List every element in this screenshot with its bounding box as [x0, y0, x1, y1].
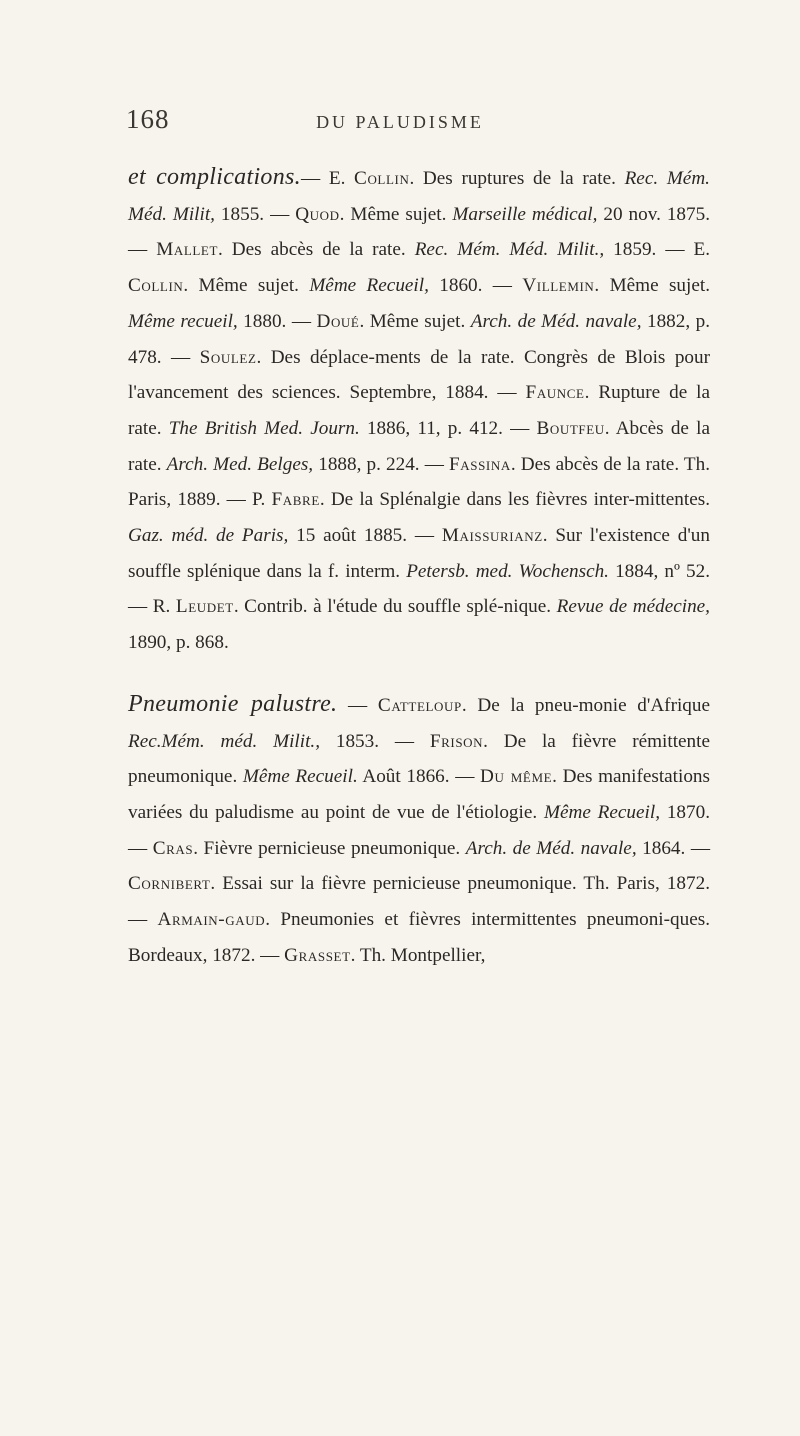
author-name: Mallet [156, 239, 219, 261]
text-run: 20 nov. 1875. — [128, 203, 711, 261]
journal-title: Rec.Mém. méd. Milit., [128, 730, 321, 752]
text-run: . De la fièvre rémittente pneumonique. [128, 730, 710, 788]
text-run: . De la pneu-monie d'Afrique [461, 694, 710, 716]
author-name: Leudet [175, 596, 234, 618]
paragraph-pneumonie-palustre [128, 687, 710, 974]
author-name: Armain-gaud [157, 909, 266, 931]
paragraph-complications [128, 160, 710, 661]
text-run: 1884, nº 52. — R. [128, 560, 710, 618]
section-title-complications: et complications. [128, 164, 301, 190]
text-run: . Même sujet. [594, 275, 710, 297]
journal-title: Rec. Mém. Méd. Milit., [414, 239, 605, 261]
author-name: Collin [354, 168, 410, 189]
author-name: Collin [128, 275, 184, 297]
author-name: Faunce [525, 382, 585, 404]
author-name: Soulez [199, 346, 257, 368]
text-run: 1864. — [636, 837, 711, 859]
journal-title: Même Recueil, [309, 275, 429, 297]
text-run: 1860. — [428, 275, 523, 297]
author-name: Fassina [448, 453, 511, 475]
text-run: — E. [300, 168, 355, 189]
text-run: 1870. — [128, 801, 710, 859]
journal-title: Revue de médecine, [556, 596, 710, 618]
author-name: Frison [429, 730, 484, 752]
text-run: 1882, p. 478. — [128, 310, 711, 368]
journal-title: Marseille médical, [452, 203, 598, 225]
journal-title: Même recueil, [128, 310, 238, 332]
author-name: Fabre [271, 489, 320, 511]
text-run: . Fièvre pernicieuse pneumonique. [193, 837, 466, 859]
text-run: . Th. Montpellier, [350, 944, 486, 966]
journal-title: Même Recueil, [543, 801, 660, 823]
text-run: . Même sujet. [359, 310, 471, 332]
journal-title: Arch. Med. Belges, [166, 453, 314, 475]
journal-title: The British Med. Journ. [168, 417, 360, 439]
text-run: . Abcès de la rate. [128, 417, 710, 475]
author-name: Doué [316, 310, 360, 332]
page-number: 168 [126, 104, 170, 134]
text-run: . Pneumonies et fièvres intermittentes pneumoni-ques. Bordeaux, 1872. — [128, 909, 710, 966]
running-title: DU PALUDISME [316, 112, 484, 132]
author-name: Du même [480, 766, 553, 788]
journal-title: Même Recueil. [242, 766, 358, 788]
text-run: . Sur l'existence d'un souffle splénique dans la f. interm. [128, 525, 710, 582]
text-run: . Des manifestations variées du paludisme au point de vue de l'étiologie. [128, 766, 710, 823]
journal-title: Rec. Mém. Méd. Milit, [128, 168, 710, 225]
text-run: Août 1866. — [357, 766, 481, 788]
text-run: . Essai sur la fièvre pernicieuse pneumonique. Th. Paris, 1872. — [128, 873, 710, 931]
text-run: . Même sujet. [339, 203, 453, 225]
text-run: 1853. — [320, 730, 430, 752]
author-name: Maissurianz [441, 525, 543, 547]
text-run: 1888, p. 224. — [313, 453, 449, 475]
author-name: Cornibert [128, 873, 211, 895]
page-body [128, 160, 710, 973]
text-run: 1890, p. 868. [128, 632, 229, 654]
text-run: 1880. — [237, 310, 317, 332]
text-run: 15 août 1885. — [288, 525, 442, 547]
author-name: Boutfeu [536, 417, 605, 439]
journal-title: Gaz. méd. de Paris, [128, 525, 289, 547]
text-run: 1886, 11, p. 412. — [359, 417, 537, 439]
author-name: Grasset [284, 944, 351, 966]
author-name: Quod [295, 203, 340, 225]
author-name: Villemin [522, 275, 595, 297]
section-title-pneumonie: Pneumonie palustre. [128, 690, 338, 717]
author-name: Cras [152, 837, 194, 859]
text-run: . Des abcès de la rate. Th. Paris, 1889. — P. [128, 453, 710, 511]
text-run: . Rupture de la rate. [128, 382, 710, 439]
journal-title: Arch. de Méd. navale, [465, 837, 637, 859]
text-run: 1855. — [214, 203, 296, 225]
journal-title: Arch. de Méd. navale, [470, 310, 642, 332]
text-run: . Même sujet. [183, 275, 310, 297]
author-name: Catteloup [377, 694, 462, 716]
text-run: . Des ruptures de la rate. [409, 168, 625, 189]
journal-title: Petersb. med. Wochensch. [406, 560, 609, 582]
text-run: . Des abcès de la rate. [218, 239, 415, 261]
text-run: — [337, 694, 378, 716]
text-run: 1859. — E. [604, 239, 711, 261]
text-run: . Des déplace-ments de la rate. Congrès de Blois pour l'avancement des sciences. Septembre, 1884. — [128, 346, 710, 404]
text-run: . De la Splénalgie dans les fièvres inter-mittentes. [319, 489, 710, 511]
text-run: . Contrib. à l'étude du souffle splé-nique. [233, 596, 557, 618]
